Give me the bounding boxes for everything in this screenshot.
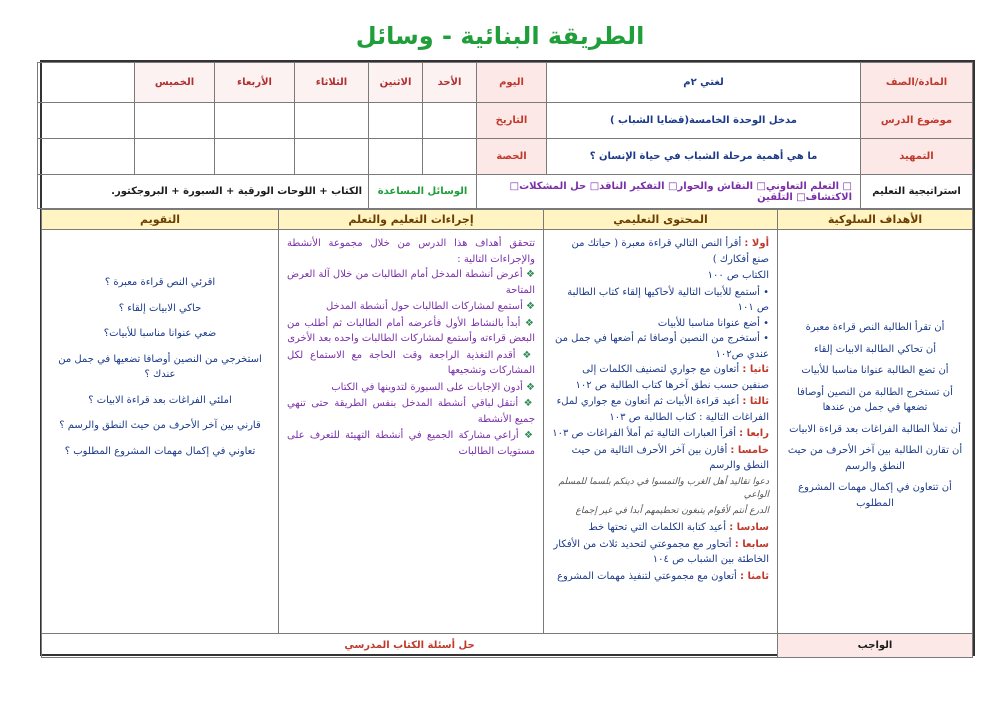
homework-value: حل أسئلة الكتاب المدرسي [42,634,778,658]
aids-label: الوسائل المساعدة [369,175,477,209]
list-item: ❖ أعرض أنشطة المدخل أمام الطالبات من خلال آلة العرض المتاحة [287,267,535,298]
evaluation-item: قارني بين آخر الأحرف من حيث النطق والرسم ؟ [59,420,261,431]
list-item: • أضع عنوانا مناسبا للأبيات [552,316,769,332]
procedures-list [287,267,535,459]
evaluation-cell [42,230,279,634]
content-header: المحتوى التعليمي [544,210,778,230]
subject-value: لغتي ٢م [547,63,861,103]
list-item: ❖ أقدم التغذية الراجعة وقت الحاجة مع الاستماع لكل المشاركات وتشجيعها [287,348,535,379]
step-label: ثامنا : [739,570,769,582]
list-item: ❖ أستمع لمشاركات الطالبات حول أنشطة المدخل [287,299,535,315]
day-thursday: الخميس [135,63,215,103]
list-item: ❖ أراعي مشاركة الجميع في أنشطة التهيئة للتعرف على مستويات الطالبات [287,428,535,459]
step-label: سابعا : [734,538,769,550]
step-label: ثانيا : [742,364,769,375]
period-label: الحصة [477,139,547,175]
step-text: أقارن بين آخر الأحرف التالية من حيث النطق والرسم [571,444,769,471]
procedures-cell [279,230,544,634]
objective-item: أن تستخرج الطالبة من النصين أوصافا تضعها في جمل من عندها [797,386,953,413]
step-text: أتحاور مع مجموعتي لتحديد ثلاث من الأفكار الخاطئة بين الشباب ص ١٠٤ [553,538,769,566]
strategy-value: □ التعلم التعاوني□ النقاش والحوار□ التفكير الناقد□ حل المشكلات□ الاكتشاف□ التلقين [477,175,861,209]
list-item: • أستخرج من النصين أوصافا ثم أضعها في جمل من عندي ص١٠٢ [552,331,769,362]
list-item: • أستمع للأبيات التالية لأحاكيها إلقاء كتاب الطالبة ص ١٠١ [552,285,769,316]
page-title: الطريقة البنائية - وسائل [355,22,645,50]
step-label: خامسا : [730,444,769,456]
topic-value: مدخل الوحدة الخامسة(قضايا الشباب ) [547,103,861,139]
aids-value: الكتاب + اللوحات الورقية + السبورة + البروجكتور. [38,175,369,209]
topic-label: موضوع الدرس [861,103,973,139]
step-label: سادسا : [729,522,769,534]
step-label: رابعا : [739,428,769,439]
objective-item: أن تحاكي الطالبة الابيات إلقاء [813,343,937,355]
procedures-intro: تتحقق أهداف هذا الدرس من خلال مجموعة الأنشطة والإجراءات التالية : [287,238,535,265]
evaluation-item: ضعي عنوانا مناسبا للأبيات؟ [103,328,217,339]
objective-item: أن تقرأ الطالبة النص قراءة معبرة [805,322,945,333]
step-ref: الكتاب ص ١٠٠ [707,270,769,281]
intro-value: ما هي أهمية مرحلة الشباب في حياة الإنسان ؟ [547,139,861,175]
step-text: أتعاون مع مجموعتي لتنفيذ مهمات المشروع [557,570,737,582]
lesson-plan-sheet [40,60,975,656]
content-bullets [552,285,769,363]
strategy-label: استراتيجية التعليم [861,175,973,209]
objective-item: أن تقارن الطالبة بين آخر الأحرف من حيث النطق والرسم [787,445,963,472]
handwritten-verse: دعوا تقاليد أهل الغرب والتمسوا في دينكم بلسما للمسلم الواعي [558,476,769,501]
evaluation-header: التقويم [42,210,279,230]
objective-item: أن تملأ الطالبة الفراغات بعد قراءة الابيات [789,423,961,435]
objectives-header: الأهداف السلوكية [778,210,973,230]
step-text: أقرأ النص التالي قراءة معبرة ( حياتك من صنع أفكارك ) [571,238,769,265]
step-text: أعيد قراءة الأبيات ثم أتعاون مع جواري لملء الفراغات التالية : كتاب الطالبة ص ١٠٣ [556,396,769,423]
header-table [37,62,973,209]
content-cell [544,230,778,634]
handwritten-verse: الدرع أنتم لأقوام يتبغون تحطيمهم أبدا في غير إجماع [575,506,769,517]
evaluation-item: حاكي الابيات إلقاء ؟ [118,302,202,314]
step-label: أولا : [744,238,769,249]
subject-label: المادة/الصف [861,63,973,103]
day-wednesday: الأربعاء [215,63,295,103]
day-monday: الاثنين [369,63,423,103]
date-label: التاريخ [477,103,547,139]
list-item: ❖ أبدأ بالنشاط الأول فأعرضه أمام الطالبات ثم أطلب من البعض قراءته وأستمع لمشاركات الطالبات واحده بعد الأخرى [287,316,535,347]
day-label: اليوم [477,63,547,103]
step-text: أعيد كتابة الكلمات التي تحتها خط [588,522,727,534]
evaluation-item: تعاوني في إكمال مهمات المشروع المطلوب ؟ [64,445,256,457]
list-item: ❖ أدون الإجابات على السبورة لتدوينها في الكتاب [287,380,535,396]
objective-item: أن تتعاون في إكمال مهمات المشروع المطلوب [798,482,952,509]
step-label: ثالثا : [742,396,769,407]
day-sunday: الأحد [423,63,477,103]
step-text: أتعاون مع جواري لتصنيف الكلمات إلى صنفين حسب نطق آخرها كتاب الطالبة ص ١٠٢ [575,364,769,391]
objective-item: أن تضع الطالبة عنوانا مناسبا للأبيات [801,365,949,376]
step-text: أقرأ العبارات التالية ثم أملأ الفراغات ص ١٠٣ [552,428,736,439]
procedures-header: إجراءات التعليم والتعلم [279,210,544,230]
list-item: ❖ أنتقل لباقي أنشطة المدخل بنفس الطريقة حتى تنهي جميع الأنشطة [287,396,535,427]
objectives-cell [778,230,973,634]
evaluation-item: املئي الفراغات بعد قراءة الابيات ؟ [88,394,232,406]
evaluation-item: استخرجي من النصين أوصافا تضعيها في جمل من عندك ؟ [58,353,262,380]
day-tuesday: الثلاثاء [295,63,369,103]
body-table [41,209,973,658]
homework-label: الواجب [778,634,973,658]
evaluation-item: اقرئي النص قراءة معبرة ؟ [104,277,216,288]
intro-label: التمهيد [861,139,973,175]
